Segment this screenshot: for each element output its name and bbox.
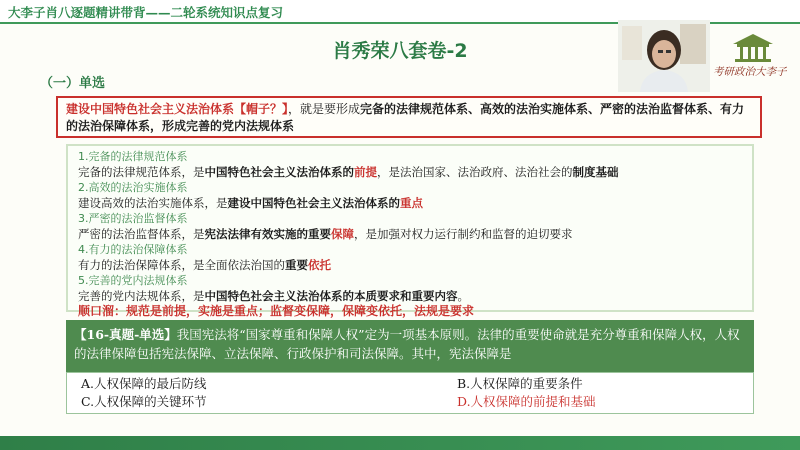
speaker-avatar (618, 20, 710, 92)
point-heading: 1.完备的法律规范体系 (78, 150, 188, 163)
logo-text: 考研政治大李子 (713, 66, 787, 78)
question-box (66, 320, 754, 372)
question-text: 我国宪法将“国家尊重和保障人权”定为一项基本原则。法律的重要使命就是充分尊重和保障人权，人权的法律保障包括宪法保障、立法保障、行政保护和司法保障。其中，宪法保障是 (74, 327, 740, 361)
temple-icon (713, 30, 793, 64)
option-b[interactable]: B.人权保障的重要条件 (457, 376, 583, 391)
point-heading: 5.完善的党内法规体系 (78, 274, 188, 287)
top-bar (0, 0, 800, 22)
option-a[interactable]: A.人权保障的最后防线 (81, 376, 207, 391)
point-heading: 3.严密的法治监督体系 (78, 212, 188, 225)
bottom-bar (0, 436, 800, 450)
series-title: 大李子肖八逐题精讲带背——二轮系统知识点复习 (8, 5, 284, 20)
key-sentence-box (56, 96, 762, 138)
key-sentence-mid: ，就是要形成 (288, 102, 361, 116)
option-d[interactable]: D.人权保障的前提和基础 (457, 394, 596, 409)
point-text: 完备的法律规范体系，是中国特色社会主义法治体系的前提，是法治国家、法治政府、法治社会的制度基础 (78, 164, 619, 179)
mnemonic: 顺口溜：规范是前提，实施是重点；监督变保障，保障变依托，法规是要求 (78, 304, 475, 318)
key-sentence-body: 完备的法律规范体系、高效的法治实施体系、严密的法治监督体系、有力的法治保障体系，形成完善的党内法规体系 (66, 102, 745, 133)
key-sentence-lead: 建设中国特色社会主义法治体系【帽子？】 (66, 102, 289, 116)
knowledge-points-box (66, 144, 754, 318)
point-heading: 4.有力的法治保障体系 (78, 243, 188, 256)
section-heading: （一）单选 (40, 76, 106, 91)
point-text: 完善的党内法规体系，是中国特色社会主义法治体系的本质要求和重要内容。 (78, 288, 469, 303)
brand-logo (713, 30, 793, 80)
point-text: 有力的法治保障体系，是全面依法治国的重要依托 (78, 257, 331, 272)
option-c[interactable]: C.人权保障的关键环节 (81, 394, 207, 409)
point-text: 建设高效的法治实施体系，是建设中国特色社会主义法治体系的重点 (78, 195, 423, 210)
page-title: 肖秀荣八套卷-2 (332, 40, 468, 62)
options-box (66, 372, 754, 414)
question-label: 【16-真题-单选】 (74, 327, 177, 342)
point-text: 严密的法治监督体系，是宪法法律有效实施的重要保障，是加强对权力运行制约和监督的迫切要求 (78, 226, 573, 241)
point-heading: 2.高效的法治实施体系 (78, 181, 188, 194)
